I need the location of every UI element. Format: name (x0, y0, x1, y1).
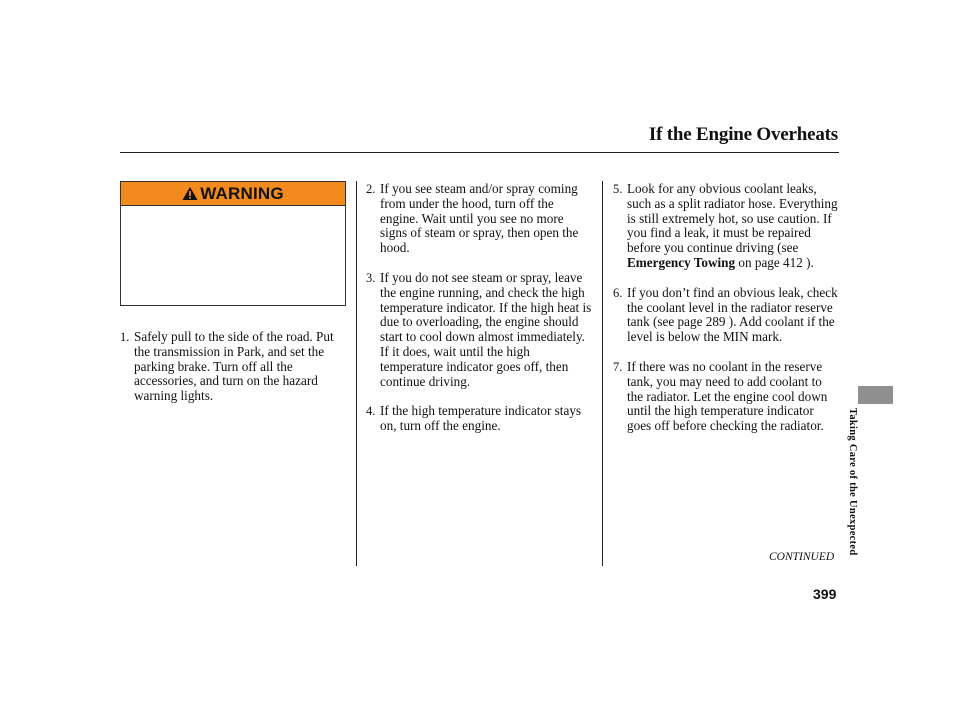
step-text (627, 182, 841, 271)
emergency-towing-reference[interactable]: Emergency Towing (627, 254, 736, 270)
list-item (613, 360, 841, 434)
step-number: 3. (366, 270, 376, 285)
step-number: 4. (366, 404, 376, 419)
warning-triangle-icon (182, 186, 198, 201)
step-number: 7. (613, 359, 623, 374)
step-number: 1. (120, 330, 130, 344)
list-item (613, 182, 841, 271)
page-number: 399 (813, 586, 837, 602)
column-2 (366, 182, 592, 434)
step-number: 5. (613, 182, 623, 196)
column-divider (356, 181, 357, 566)
continued-label: CONTINUED (769, 551, 835, 563)
step-number: 6. (613, 285, 623, 300)
step-text: Safely pull to the side of the road. Put the transmission in Park, and set the parking brake. Turn off all the accessories, and turn on the hazard warning lights. (134, 329, 334, 404)
list-item (366, 182, 592, 256)
step-text: If you see steam and/or spray coming from under the hood, turn off the engine. Wait until you see no more signs of steam or spray, then open the hood. (380, 181, 579, 256)
section-tab (858, 386, 893, 404)
warning-banner (121, 182, 345, 206)
list-item (120, 330, 346, 404)
column-1 (120, 330, 346, 404)
step-text: If you don’t find an obvious leak, check the coolant level in the radiator reserve tank (see page 289 ). Add coolant if the level is below the MIN mark. (627, 284, 838, 345)
warning-label: WARNING (200, 183, 284, 203)
section-label: Taking Care of the Unexpected (847, 408, 858, 556)
list-item (613, 286, 841, 345)
step-text: If there was no coolant in the reserve tank, you may need to add coolant to the radiator. Let the engine cool down until the high temperature indicator goes off before checking the radiator. (627, 358, 828, 434)
warning-box (120, 181, 346, 306)
step-text-before: Look for any obvious coolant leaks, such as a split radiator hose. Everything is still extremely hot, so use caution. If you find a leak, it must be repaired before you continue driving (see (627, 181, 838, 256)
list-item (366, 404, 592, 434)
column-divider (602, 181, 603, 566)
page-title: If the Engine Overheats (648, 124, 838, 145)
list-item (366, 271, 592, 389)
column-3 (613, 182, 841, 434)
step-text-after: on page 412 ). (735, 254, 814, 270)
step-text: If the high temperature indicator stays on, turn off the engine. (380, 403, 582, 434)
title-rule (120, 152, 839, 153)
step-number: 2. (366, 182, 376, 196)
step-text: If you do not see steam or spray, leave the engine running, and check the high temperature indicator. If the high heat is due to overloading, the engine should start to cool down almost immediately. If it does, wait until the high temperature indicator goes off, then continue driving. (380, 269, 592, 389)
